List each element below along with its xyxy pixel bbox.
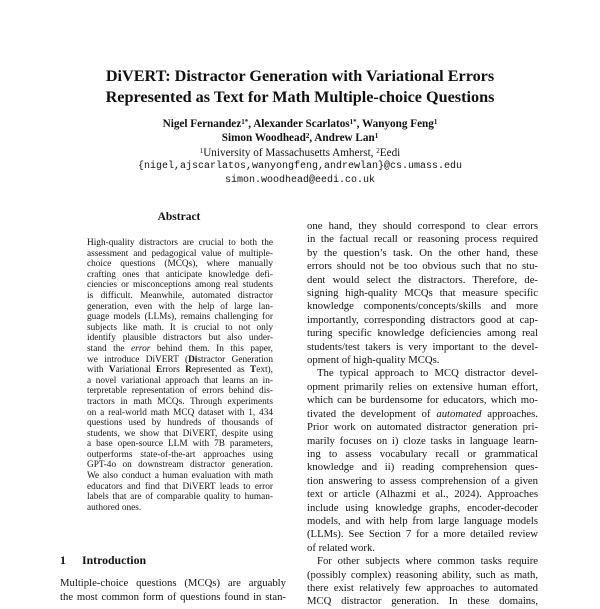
text-line: students, we show that DiVERT, despite using: [87, 428, 273, 439]
text-segment: we introduce DiVERT (: [87, 354, 189, 365]
text-line: tion answering to assess comprehension of a given: [307, 474, 538, 487]
text-segment: ext),: [256, 365, 273, 376]
text-line: text or article (Alhazmi et al., 2024). Approaches: [307, 488, 538, 501]
text-line: errors should not be too obvious such that no stu-: [307, 260, 538, 273]
text-line: The typical approach to MCQ distractor devel-: [317, 367, 538, 380]
text-line: labels that are of comparable quality to human-: [87, 492, 273, 503]
text-segment: epresented as: [191, 365, 250, 376]
text-segment: with: [87, 365, 109, 376]
text-line: educators and find that DiVERT leads to error: [87, 481, 273, 492]
text-line: (LLMs). See Section 7 for a more detailed review: [307, 528, 538, 541]
text-line: by the question’s task. On the other hand, these: [307, 246, 538, 259]
text-line: of related work.: [307, 541, 375, 554]
superscript: 1: [433, 118, 438, 126]
text-line: is difficult. Meanwhile, automated distractor: [87, 290, 273, 301]
text-line: models, and with help from large language models: [307, 514, 538, 527]
text-line: ing to assess vocabulary recall or grammatical: [307, 447, 538, 460]
text-line: [87, 355, 273, 366]
text-segment: , Andrew Lan: [309, 132, 375, 145]
text-line: crafting ones that anticipate knowledge defi-: [87, 269, 273, 280]
text-line: marily focuses on i) cloze tasks in language learn-: [307, 434, 538, 447]
text-segment: tivated the development of: [307, 407, 437, 420]
text-line: High-quality distractors are crucial to both the: [87, 238, 273, 248]
text-line: knowledge and ii) reading comprehension ques-: [307, 461, 538, 474]
affiliation: [0, 146, 600, 160]
text-line: importantly, corresponding distractors good at cap-: [307, 313, 538, 326]
text-line: assessment and pedagogical value of multiple-: [87, 248, 273, 259]
text-segment: stractor Generation: [197, 354, 273, 365]
superscript: 1*: [349, 118, 357, 126]
text-segment: behind them. In this paper,: [150, 343, 273, 354]
text-line: turing specific knowledge deficiencies among real: [307, 327, 538, 340]
text-line: ciencies or misconceptions among real students: [87, 280, 273, 291]
text-segment: error: [131, 343, 151, 354]
text-line: signing high-quality MCQs that measure specific: [307, 287, 538, 300]
title-line: DiVERT: Distractor Generation with Variational Errors: [105, 67, 495, 85]
text-segment: T: [249, 365, 257, 376]
text-segment: approaches.: [481, 407, 538, 420]
right-column-body: [307, 220, 538, 609]
superscript: 1*: [241, 118, 249, 126]
text-line: the most common form of questions found in stan-: [60, 591, 286, 603]
text-line: generation, even with the help of large lan-: [87, 301, 273, 312]
text-line: guage models (LLMs), remains challenging for: [87, 312, 273, 323]
superscript: 2: [305, 132, 310, 141]
paper-title: [0, 66, 600, 108]
text-line: GPT-4o on downstream distractor generation.: [87, 460, 273, 471]
text-segment: R: [185, 365, 192, 376]
text-line: identify plausible distractors but also under-: [87, 333, 273, 344]
text-segment: , Alexander Scarlatos: [248, 118, 350, 130]
text-line: subjects like math. It is crucial to not only: [87, 322, 273, 333]
text-segment: rrors: [162, 365, 186, 376]
text-line: authored ones.: [87, 502, 142, 513]
text-line: students/test takers is very important to the devel-: [307, 340, 538, 353]
superscript: 1: [374, 132, 379, 141]
text-line: (possibly complex) reasoning ability, such as math,: [307, 568, 538, 581]
author-block: [0, 117, 600, 188]
text-line: Multiple-choice questions (MCQs) are arguably: [60, 577, 286, 589]
text-line: Prior work on automated distractor generation pri-: [307, 421, 538, 434]
text-segment: Simon Woodhead: [221, 132, 306, 145]
text-segment: University of Massachusetts Amherst,: [203, 146, 377, 159]
abstract-body: [87, 238, 273, 513]
text-segment: , Wanyong Feng: [356, 118, 434, 130]
text-line: [87, 344, 273, 355]
text-line: opment primarily relies on extensive human effort,: [307, 380, 538, 393]
section-number: 1: [60, 553, 66, 567]
abstract-heading: Abstract: [157, 211, 201, 223]
text-line: questions used by hundreds of thousands of: [87, 418, 273, 429]
text-line: dent would select the distractors. Therefore, de-: [307, 273, 538, 286]
superscript: 2: [376, 146, 380, 155]
text-line: one hand, they should correspond to clear errors: [307, 220, 538, 232]
text-line: a novel variational approach that learns an in-: [87, 375, 273, 386]
text-line: [87, 365, 273, 376]
text-line: on a real-world math MCQ dataset with 1, 434: [87, 407, 273, 418]
author-line: [0, 117, 600, 131]
text-segment: Di: [188, 354, 198, 365]
author-email: simon.woodhead@eedi.co.uk: [224, 175, 376, 187]
text-segment: E: [156, 365, 163, 376]
text-line: [307, 408, 538, 421]
author-emails: {nigel,ajscarlatos,wanyongfeng,andrewlan}@cs.umass.edu: [137, 160, 463, 172]
superscript: 1: [199, 146, 204, 155]
text-line: there exist relatively few approaches to automated: [307, 581, 538, 594]
text-segment: stand the: [87, 343, 132, 354]
text-line: outperforms state-of-the-art approaches using: [87, 449, 273, 460]
title-line: Represented as Text for Math Multiple-choice Questions: [105, 88, 495, 106]
text-line: knowledge components/concepts/skills and more: [307, 300, 538, 313]
section-heading-introduction: [60, 553, 146, 568]
text-segment: automated: [436, 407, 482, 420]
text-segment: Nigel Fernandez: [162, 118, 242, 130]
text-line: choice questions (MCQs), where manually: [87, 259, 273, 270]
text-line: a base open-source LLM with 7B parameters,: [87, 439, 273, 450]
text-segment: ariational: [115, 365, 157, 376]
text-line: which can be burdensome for educators, which mo-: [307, 394, 538, 407]
text-line: tractors in math MCQs. Through experiments: [87, 396, 273, 407]
text-segment: V: [108, 365, 116, 376]
text-line: include using knowledge graphs, encoder-decoder: [307, 501, 538, 514]
text-line: opment of high-quality MCQs.: [307, 354, 440, 367]
text-line: We also conduct a human evaluation with math: [87, 471, 273, 482]
author-line: [0, 131, 600, 145]
text-line: terpretable representation of errors behind dis-: [87, 386, 273, 397]
text-line: MCQ distractor generation. In these domains,: [307, 595, 538, 608]
text-line: in the factual recall or reasoning process required: [307, 233, 538, 246]
text-segment: Eedi: [379, 146, 401, 159]
text-line: For other subjects where common tasks require: [317, 555, 538, 568]
section-title: Introduction: [82, 553, 147, 567]
